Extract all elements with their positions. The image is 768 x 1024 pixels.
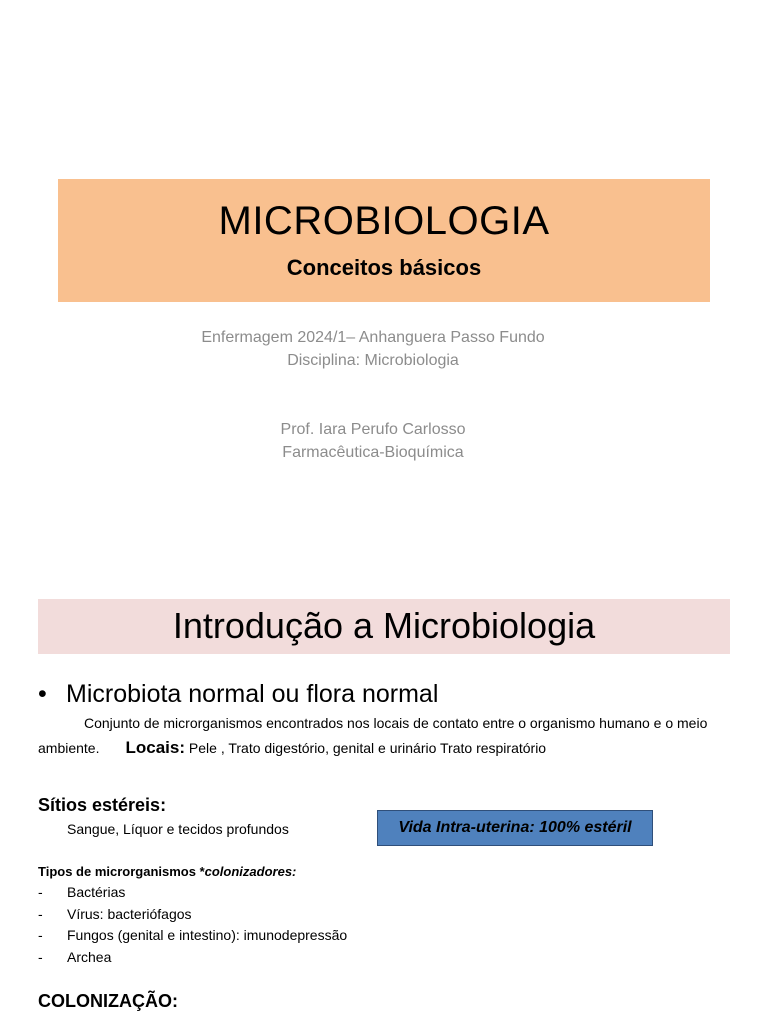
course-info xyxy=(0,326,746,372)
sterile-callout-box: Vida Intra-uterina: 100% estéril xyxy=(377,810,653,846)
slide-title: MICROBIOLOGIA xyxy=(218,199,550,243)
definition-end: ambiente. xyxy=(38,740,100,756)
types-heading xyxy=(38,864,296,879)
list-item-text: Bactérias xyxy=(67,884,126,900)
slide-subtitle: Conceitos básicos xyxy=(286,255,482,280)
course-line: Enfermagem 2024/1– Anhanguera Passo Fundo xyxy=(201,329,545,346)
author-name: Prof. Iara Perufo Carlosso xyxy=(280,421,466,438)
definition-continuation xyxy=(38,738,546,758)
section-header xyxy=(38,599,730,654)
author-info xyxy=(0,418,746,464)
colonization-heading: COLONIZAÇÃO: xyxy=(38,991,178,1011)
author-role: Farmacêutica-Bioquímica xyxy=(282,444,464,461)
list-dash: - xyxy=(38,884,43,900)
sterile-sites-text: Sangue, Líquor e tecidos profundos xyxy=(67,821,289,837)
list-dash: - xyxy=(38,927,43,943)
locais-label: Locais: xyxy=(125,738,186,757)
section-title: Introdução a Microbiologia xyxy=(172,605,596,646)
types-list xyxy=(38,882,347,968)
list-dash: - xyxy=(38,948,43,965)
title-banner xyxy=(58,179,710,302)
list-item xyxy=(38,882,347,904)
locais-text: Pele , Trato digestório, genital e urinário Trato respiratório xyxy=(185,740,547,756)
list-dash: - xyxy=(38,905,43,922)
bullet-marker: • xyxy=(38,680,47,708)
list-item xyxy=(38,947,347,969)
bullet-heading: Microbiota normal ou flora normal xyxy=(66,680,439,708)
list-item-text: Vírus: bacteriófagos xyxy=(67,905,192,922)
definition-text: Conjunto de microrganismos encontrados nos locais de contato entre o organismo humano e o meio xyxy=(84,715,708,731)
bullet-item xyxy=(38,680,438,709)
list-item xyxy=(38,904,347,926)
list-item-text: Fungos (genital e intestino): imunodepressão xyxy=(67,927,348,943)
sterile-sites-heading: Sítios estéreis: xyxy=(38,795,167,815)
types-heading-prefix: Tipos de microrganismos * xyxy=(38,864,205,879)
list-item-text: Archea xyxy=(67,948,112,965)
types-heading-emphasis: colonizadores: xyxy=(204,864,297,879)
list-item xyxy=(38,925,347,947)
discipline-line: Disciplina: Microbiologia xyxy=(287,352,459,369)
